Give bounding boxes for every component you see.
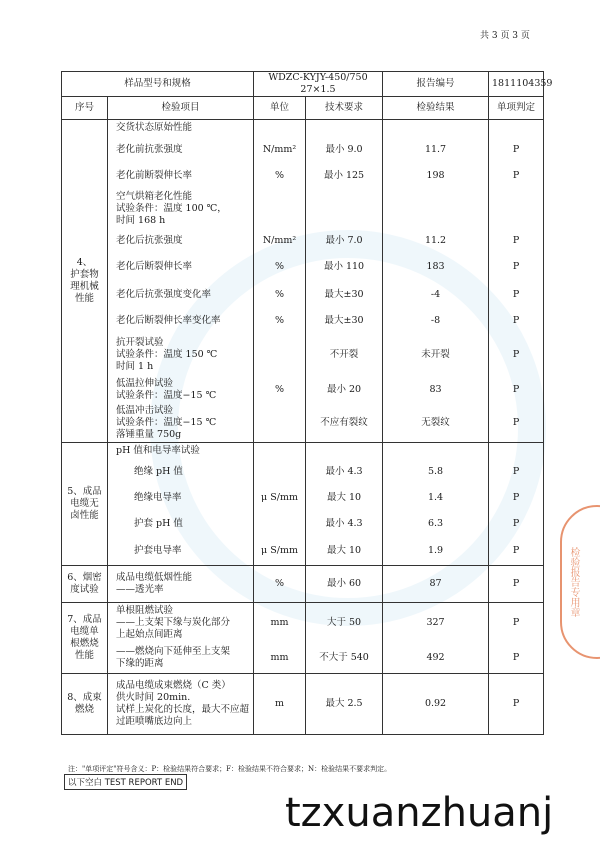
group-item-cell — [108, 442, 254, 565]
group-label: 4、 护套物 理机械 性能 — [62, 119, 108, 442]
group-unit-cell — [254, 565, 306, 602]
group-verdict-cell — [489, 602, 544, 673]
unit-value: N/mm² — [262, 143, 297, 155]
result-value: 无裂纹 — [421, 416, 450, 428]
requirement-value: 最小 7.0 — [325, 234, 363, 246]
unit-value: % — [275, 169, 285, 181]
group-unit-cell — [254, 602, 306, 673]
group-requirement-cell — [306, 442, 383, 565]
requirement-value: 不开裂 — [329, 348, 359, 360]
unit-value: N/mm² — [262, 234, 297, 246]
verdict-value: P — [512, 616, 520, 628]
item-value: 护套 pH 值 — [134, 517, 183, 529]
col-header-unit: 单位 — [254, 96, 306, 119]
item-value: 低温拉伸试验 试验条件：温度−15 ℃ — [116, 377, 217, 401]
verdict-value: P — [512, 697, 520, 709]
col-header-requirement: 技术要求 — [306, 96, 383, 119]
item-value: 老化后抗张强度变化率 — [116, 288, 212, 300]
requirement-value: 最小 110 — [323, 260, 365, 272]
requirement-value: 最小 4.3 — [325, 517, 363, 529]
result-value: 11.2 — [424, 234, 447, 246]
group-verdict-cell — [489, 119, 544, 442]
group-label: 5、成品 电缆无 卤性能 — [62, 442, 108, 565]
result-value — [386, 188, 485, 230]
report-no-value: 1811104359 — [489, 72, 544, 97]
col-header-seq: 序号 — [62, 96, 108, 119]
result-value: 87 — [429, 577, 442, 589]
verdict-value: P — [512, 517, 520, 529]
watermark-text: tzxuanzhuanj — [285, 790, 554, 836]
report-table — [61, 71, 553, 735]
test-report-end: 以下空白 TEST REPORT END — [64, 774, 187, 790]
result-value — [386, 443, 485, 459]
verdict-value: P — [512, 416, 520, 428]
requirement-value: 最大 10 — [326, 544, 362, 556]
item-value: 交货状态原始性能 — [116, 121, 193, 133]
verdict-value: P — [512, 169, 520, 181]
result-value: 327 — [426, 616, 445, 628]
result-value: -8 — [430, 314, 441, 326]
verdict-value — [492, 443, 540, 459]
result-value: 5.8 — [427, 465, 444, 477]
group-unit-cell — [254, 442, 306, 565]
result-value: 492 — [426, 651, 445, 663]
item-value: 单根阻燃试验 ——上支架下缘与炭化部分 上起始点间距离 — [116, 604, 231, 640]
group-verdict-cell — [489, 565, 544, 602]
result-value: 1.9 — [427, 544, 444, 556]
verdict-value: P — [512, 314, 520, 326]
requirement-value: 不大于 540 — [319, 651, 369, 663]
test-group-row — [62, 602, 544, 673]
requirement-value: 最大±30 — [324, 314, 364, 326]
requirement-value: 最小 125 — [323, 169, 365, 181]
requirement-value: 最小 60 — [326, 577, 362, 589]
group-item-cell — [108, 602, 254, 673]
report-no-label: 报告编号 — [383, 72, 489, 97]
verdict-value: P — [512, 544, 520, 556]
verdict-value: P — [512, 260, 520, 272]
verdict-value: P — [512, 143, 520, 155]
result-value: 83 — [429, 383, 442, 395]
item-value: 老化后断裂伸长率变化率 — [116, 314, 221, 326]
result-value — [386, 120, 485, 136]
verdict-value: P — [512, 491, 520, 503]
unit-value: % — [275, 260, 285, 272]
result-value: -4 — [430, 288, 441, 300]
unit-value: μ S/mm — [261, 491, 298, 503]
requirement-value — [309, 443, 379, 459]
unit-value: % — [275, 314, 285, 326]
group-item-cell — [108, 565, 254, 602]
requirement-value — [309, 120, 379, 136]
col-header-result: 检验结果 — [383, 96, 489, 119]
item-value: 护套电导率 — [134, 544, 182, 556]
header-row-model — [62, 72, 544, 97]
group-result-cell — [383, 673, 489, 734]
result-value: 11.7 — [424, 143, 447, 155]
unit-value — [257, 188, 302, 230]
item-value: 绝缘电导率 — [134, 491, 182, 503]
unit-value — [257, 120, 302, 136]
unit-value — [257, 459, 302, 485]
item-value: 空气烘箱老化性能 试验条件：温度 100 ℃， 时间 168 h — [116, 190, 227, 226]
legend-note: 注："单项评定"符号含义：P：检验结果符合要求；F：检验结果不符合要求；N：检验结果不要求判定。 — [68, 765, 392, 773]
item-value: pH 值和电导率试验 — [116, 444, 200, 456]
result-value: 198 — [426, 169, 445, 181]
item-value: 抗开裂试验 试验条件：温度 150 ℃ 时间 1 h — [116, 336, 218, 372]
group-result-cell — [383, 565, 489, 602]
item-value: 低温冲击试验 试验条件：温度−15 ℃ 落锤重量 750g — [116, 404, 217, 440]
verdict-value: P — [512, 465, 520, 477]
verdict-value — [492, 120, 540, 136]
result-value: 6.3 — [427, 517, 444, 529]
unit-value: % — [275, 577, 285, 589]
group-label: 7、成品 电缆单 根燃烧 性能 — [62, 602, 108, 673]
model-label: 样品型号和规格 — [62, 72, 254, 97]
unit-value: % — [275, 288, 285, 300]
unit-value — [257, 511, 302, 537]
test-group-row — [62, 565, 544, 602]
unit-value — [257, 404, 302, 442]
verdict-value: P — [512, 383, 520, 395]
unit-value: m — [275, 697, 285, 709]
group-label: 6、烟密 度试验 — [62, 565, 108, 602]
column-header-row — [62, 96, 544, 119]
group-requirement-cell — [306, 565, 383, 602]
item-value: 成品电缆低烟性能 ——透光率 — [116, 571, 193, 595]
unit-value: mm — [270, 651, 289, 663]
verdict-value: P — [512, 288, 520, 300]
test-group-row — [62, 673, 544, 734]
page-number: 共 3 页 3 页 — [480, 31, 530, 41]
requirement-value: 最小 9.0 — [325, 143, 363, 155]
test-group-row — [62, 442, 544, 565]
group-verdict-cell — [489, 673, 544, 734]
requirement-value: 最小 20 — [326, 383, 362, 395]
group-unit-cell — [254, 119, 306, 442]
unit-value: % — [275, 383, 285, 395]
group-requirement-cell — [306, 602, 383, 673]
unit-value: mm — [270, 616, 289, 628]
stamp-text: 检验报告专用章 — [568, 547, 579, 617]
requirement-value: 最小 4.3 — [325, 465, 363, 477]
group-unit-cell — [254, 673, 306, 734]
col-header-verdict: 单项判定 — [489, 96, 544, 119]
verdict-value — [492, 188, 540, 230]
group-result-cell — [383, 602, 489, 673]
item-value: 老化前抗张强度 — [116, 143, 183, 155]
requirement-value: 最大±30 — [324, 288, 364, 300]
verdict-value: P — [512, 577, 520, 589]
requirement-value: 最大 2.5 — [325, 697, 363, 709]
item-value: 绝缘 pH 值 — [134, 465, 183, 477]
requirement-value: 不应有裂纹 — [320, 416, 368, 428]
test-group-row — [62, 119, 544, 442]
result-value: 1.4 — [427, 491, 444, 503]
unit-value — [257, 443, 302, 459]
requirement-value: 大于 50 — [326, 616, 362, 628]
item-value: ——燃烧向下延伸至上支架 下缘的距离 — [116, 645, 231, 669]
model-value: WDZC-KYJY-450/750 27×1.5 — [254, 72, 383, 97]
inspection-stamp — [560, 505, 600, 659]
verdict-value: P — [512, 234, 520, 246]
requirement-value: 最大 10 — [326, 491, 362, 503]
group-item-cell — [108, 119, 254, 442]
group-item-cell — [108, 673, 254, 734]
item-value: 老化前断裂伸长率 — [116, 169, 193, 181]
item-value: 成品电缆成束燃烧（C 类） 供火时间 20min. 试样上炭化的长度，最大不应超 过距喷嘴底边向上 — [116, 680, 250, 727]
result-value: 183 — [426, 260, 445, 272]
result-value: 未开裂 — [421, 348, 450, 360]
result-value: 0.92 — [424, 697, 447, 709]
group-result-cell — [383, 442, 489, 565]
unit-value — [257, 334, 302, 376]
unit-value: μ S/mm — [261, 544, 298, 556]
item-value: 老化后抗张强度 — [116, 234, 183, 246]
item-value: 老化后断裂伸长率 — [116, 260, 193, 272]
requirement-value — [309, 188, 379, 230]
group-label: 8、成束 燃烧 — [62, 673, 108, 734]
group-requirement-cell — [306, 119, 383, 442]
col-header-item: 检验项目 — [108, 96, 254, 119]
verdict-value: P — [512, 348, 520, 360]
group-requirement-cell — [306, 673, 383, 734]
group-verdict-cell — [489, 442, 544, 565]
group-result-cell — [383, 119, 489, 442]
verdict-value: P — [512, 651, 520, 663]
